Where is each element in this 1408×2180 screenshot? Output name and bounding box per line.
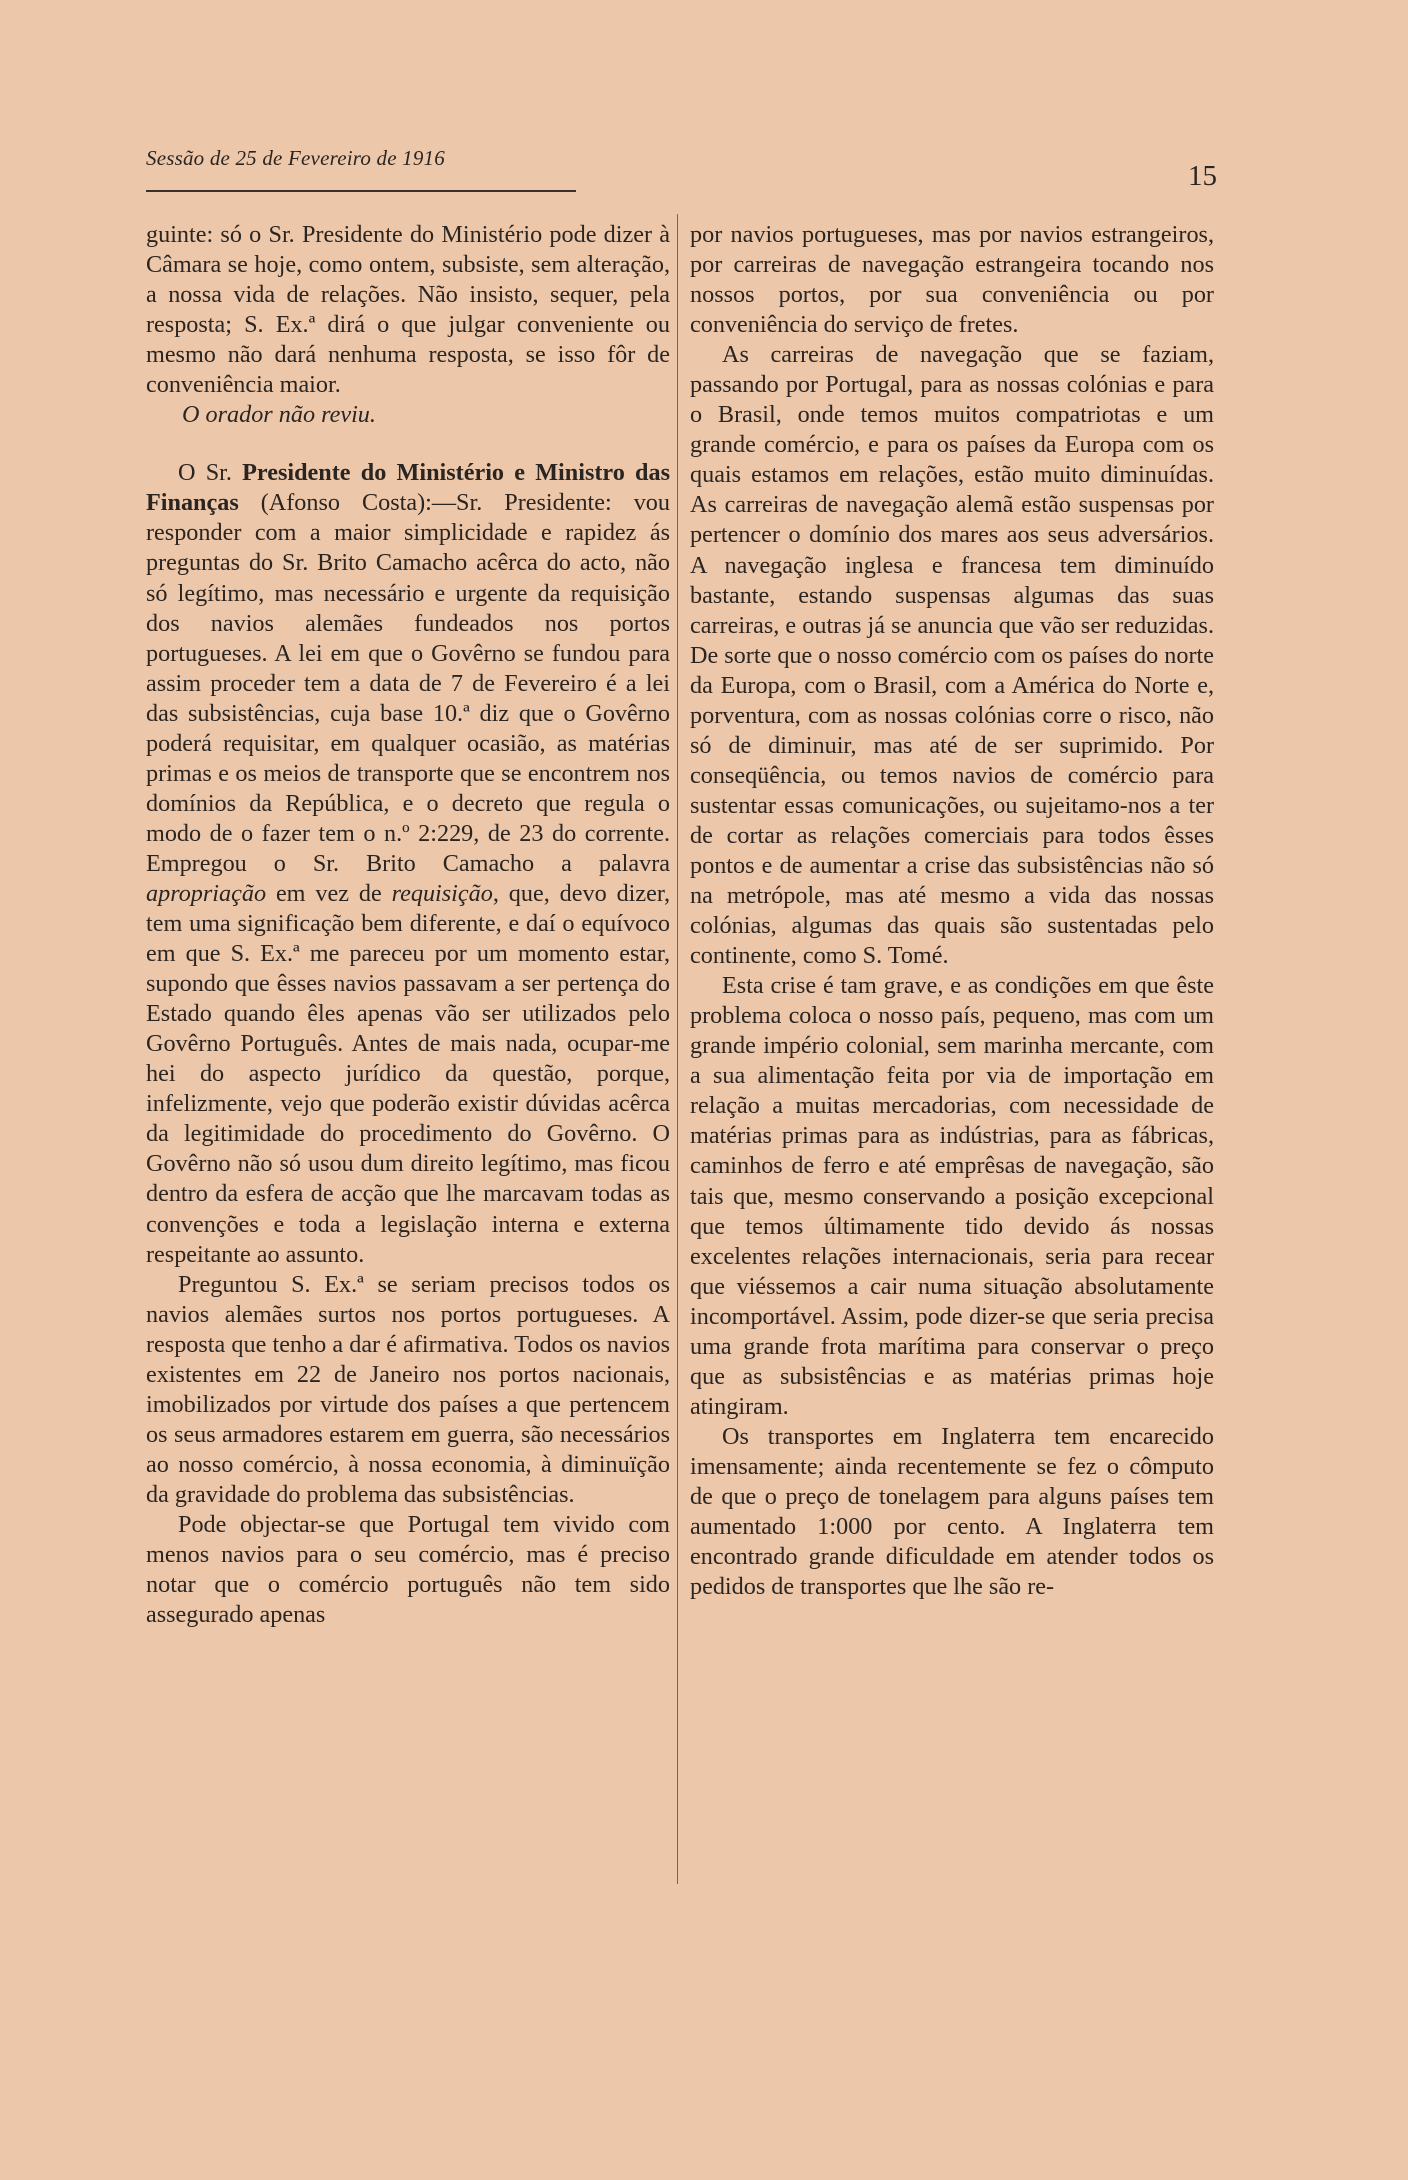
left-paragraph-1: guinte: só o Sr. Presidente do Ministério pode dizer à Câmara se hoje, como ontem, subsiste, sem alteração, a nossa vida de relações. Não insisto, sequer, pela resposta; S. Ex.ª dirá o que julgar conveniente ou mesmo não dará nenhuma resposta, se isso fôr de conveniência maior.	[146, 221, 670, 399]
left-paragraph-4: Pode objectar-se que Portugal tem vivido com menos navios para o seu comércio, mas é preciso notar que o comércio português não tem sido assegurado apenas	[146, 1510, 670, 1629]
editorial-note: O orador não reviu.	[182, 401, 376, 429]
left-paragraph-3: Preguntou S. Ex.ª se seriam precisos todos os navios alemães surtos nos portos portugueses. A resposta que tenho a dar é afirmativa. Todos os navios existentes em 22 de Janeiro nos portos nacionais, imobilizados por virtude dos países a que pertencem os seus armadores estarem em guerra, são necessários ao nosso comércio, à nossa economia, à diminuïção da gravidade do problema das subsistências.	[146, 1270, 670, 1508]
right-paragraph-1: por navios portugueses, mas por navios estrangeiros, por carreiras de navegação estrangeira tocando nos nossos portos, por sua conveniência ou por conveniência do serviço de fretes.	[690, 221, 1214, 339]
left-column	[146, 220, 670, 1630]
speech-text-c: , que, devo dizer, tem uma significação bem diferente, e daí o equívoco em que S. Ex.ª me pareceu por um momento estar, supondo que êsses navios passavam a ser pertença do Estado quando êles apenas vão ser utilizados pelo Govêrno Português. Antes de mais nada, ocupar-me hei do aspecto jurídico da questão, porque, infelizmente, vejo que poderão existir dúvidas acêrca da legitimidade do procedimento do Govêrno. O Govêrno não só usou dum direito legítimo, mas ficou dentro da esfera de acção que lhe marcavam todas as convenções e toda a legislação interna e externa respeitante ao assunto.	[146, 879, 670, 1268]
speech-text-b: em vez de	[266, 879, 392, 907]
page-number: 15	[1188, 160, 1217, 192]
speech-text: —Sr. Presidente: vou responder com a maior simplicidade e rapidez ás preguntas do Sr. Brito Camacho acêrca do acto, não só legítimo, mas necessário e urgente da requisição dos navios alemães fundeados nos portos portugueses. A lei em que o Govêrno se fundou para assim proceder tem a data de 7 de Fevereiro é a lei das subsistências, cuja base 10.ª diz que o Govêrno poderá requisitar, em qualquer ocasião, as matérias primas e os meios de transporte que se encontrem nos domínios da República, e o decreto que regula o modo de o fazer tem o n.º 2:229, de 23 do corrente. Empregou o Sr. Brito Camacho a palavra	[146, 489, 670, 877]
speaker-prefix: O Sr.	[178, 459, 243, 487]
header	[146, 146, 576, 192]
speaker-title: Presidente do Ministério e Ministro das Finanças	[146, 459, 670, 517]
speaker-name: (Afonso Costa):	[238, 489, 432, 517]
left-paragraph-2	[146, 458, 670, 1269]
right-column	[690, 220, 1214, 1602]
speech-italic-1: apropriação	[146, 879, 267, 907]
speech-italic-2: requisição	[391, 879, 493, 907]
right-paragraph-2: As carreiras de navegação que se faziam, passando por Portugal, para as nossas colónias e para o Brasil, onde temos muitos compatriotas e um grande comércio, e para os países da Europa com os quais estamos em relações, estão muito diminuídas. As carreiras de navegação alemã estão suspensas por pertencer o domínio dos mares aos seus adversários. A navegação inglesa e francesa tem diminuído bastante, estando suspensas algumas das suas carreiras, e outras já se anuncia que vão ser reduzidas. De sorte que o nosso comércio com os países do norte da Europa, com o Brasil, com a América do Norte e, porventura, com as nossas colónias corre o risco, não só de diminuir, mas até de ser suprimido. Por conseqüência, ou temos navios de comércio para sustentar essas comunicações, ou sujeitamo-nos a ter de cortar as relações comerciais para todos êsses pontos e de aumentar a crise das subsistências não só na metrópole, mas até mesmo a vida das nossas colónias, algumas das quais são sustentadas pelo continente, como S. Tomé.	[690, 341, 1214, 970]
running-head: Sessão de 25 de Fevereiro de 1916	[146, 146, 445, 170]
column-divider	[677, 214, 678, 1884]
right-paragraph-3: Esta crise é tam grave, e as condições em que êste problema coloca o nosso país, pequeno, mas com um grande império colonial, sem marinha mercante, com a sua alimentação feita por via de importação em relação a muitas mercadorias, com necessidade de matérias primas para as indústrias, para as fábricas, caminhos de ferro e até emprêsas de navegação, são tais que, mesmo conservando a posição excepcional que temos últimamente tido devido ás nossas excelentes relações internacionais, seria para recear que viéssemos a cair numa situação absolutamente incomportável. Assim, pode dizer-se que seria precisa uma grande frota marítima para conservar o preço que as subsistências e as matérias primas hoje atingiram.	[690, 972, 1214, 1420]
right-paragraph-4: Os transportes em Inglaterra tem encarecido imensamente; ainda recentemente se fez o cômputo de que o preço de tonelagem para alguns países tem aumentado 1:000 por cento. A Inglaterra tem encontrado grande dificuldade em atender todos os pedidos de transportes que lhe são re-	[690, 1422, 1214, 1601]
